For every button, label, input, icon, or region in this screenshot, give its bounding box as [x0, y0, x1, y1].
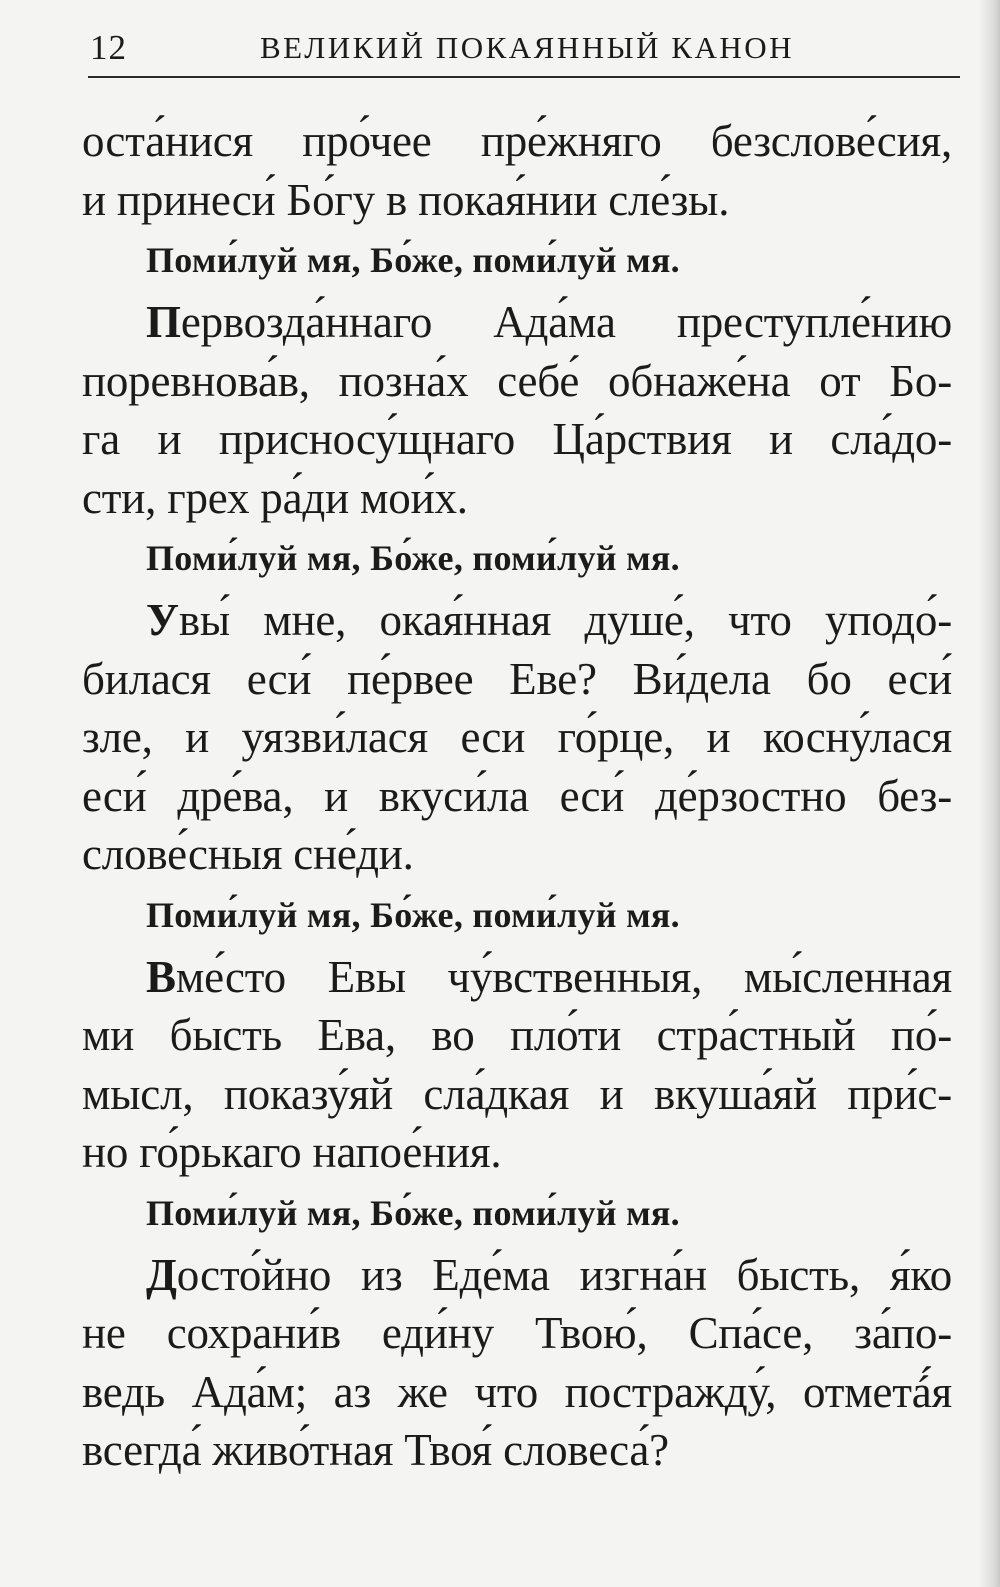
book-title: ВЕЛИКИЙ ПОКАЯННЫЙ КАНОН — [260, 30, 795, 65]
text-line: поревнова́в, позна́х себе́ обнаже́на от Бо- — [82, 355, 952, 406]
text-span: ме́сто Евы чу́вственныя, мы́сленная — [175, 951, 952, 1002]
text-line: мысл, показу́яй сла́дкая и вкуша́яй при́с- — [82, 1068, 952, 1119]
page-edge-shadow — [978, 0, 1000, 1587]
text-line: ми бысть Ева, во пло́ти стра́стный по́- — [82, 1010, 952, 1060]
page-number: 12 — [90, 28, 127, 67]
text-span: вы́ мне, окая́нная душе́, что уподо́- — [178, 595, 952, 645]
text-line: сти, грех ра́ди мои́х. — [82, 472, 468, 523]
text-line: но го́рькаго напое́ния. — [82, 1127, 502, 1177]
text-line: зле, и уязви́лася еси го́рце, и косну́лася — [82, 712, 952, 762]
text-line: ведь Ада́м; аз же что постражду́, отметá́я — [82, 1366, 952, 1417]
refrain: Поми́луй мя, Бо́же, поми́луй мя. — [146, 894, 680, 935]
text-line: еси́ дре́ва, и вкуси́ла еси́ де́рзостно без- — [82, 770, 952, 821]
text-line: и принеси́ Бо́гу в покая́нии сле́зы. — [82, 174, 730, 225]
text-line: га и присносу́щнаго Ца́рствия и сла́до- — [82, 414, 952, 464]
drop-initial: П — [146, 297, 181, 347]
body-text — [82, 112, 952, 1480]
refrain: Поми́луй мя, Бо́же, поми́луй мя. — [146, 1192, 680, 1233]
refrain: Поми́луй мя, Бо́же, поми́луй мя. — [146, 538, 680, 578]
troparion-first-line — [82, 948, 952, 1007]
troparion-first-line — [82, 1246, 952, 1305]
refrain: Поми́луй мя, Бо́же, поми́луй мя. — [146, 240, 680, 280]
text-span: осто́йно из Еде́ма изгна́н бысть, я́ко — [176, 1249, 952, 1300]
text-span: ервозда́ннаго Ада́ма преступле́нию — [180, 297, 952, 347]
running-head — [88, 22, 960, 78]
text-line: оста́нися про́чее пре́жняго безслове́сия, — [82, 116, 952, 166]
drop-initial: В — [146, 951, 176, 1002]
text-line: всегда́ живо́тная Твоя́ словеса́? — [82, 1425, 669, 1475]
drop-initial: У — [146, 595, 179, 645]
drop-initial: Д — [146, 1249, 177, 1300]
troparion-first-line — [82, 591, 952, 650]
text-line: слове́сныя сне́ди. — [82, 829, 414, 879]
troparion-first-line — [82, 293, 952, 352]
text-line: не сохрани́в еди́ну Твою́, Спа́се, за́по- — [82, 1308, 952, 1358]
text-line: билася еси́ пе́рвее Еве? Ви́дела бо еси́ — [82, 653, 952, 704]
